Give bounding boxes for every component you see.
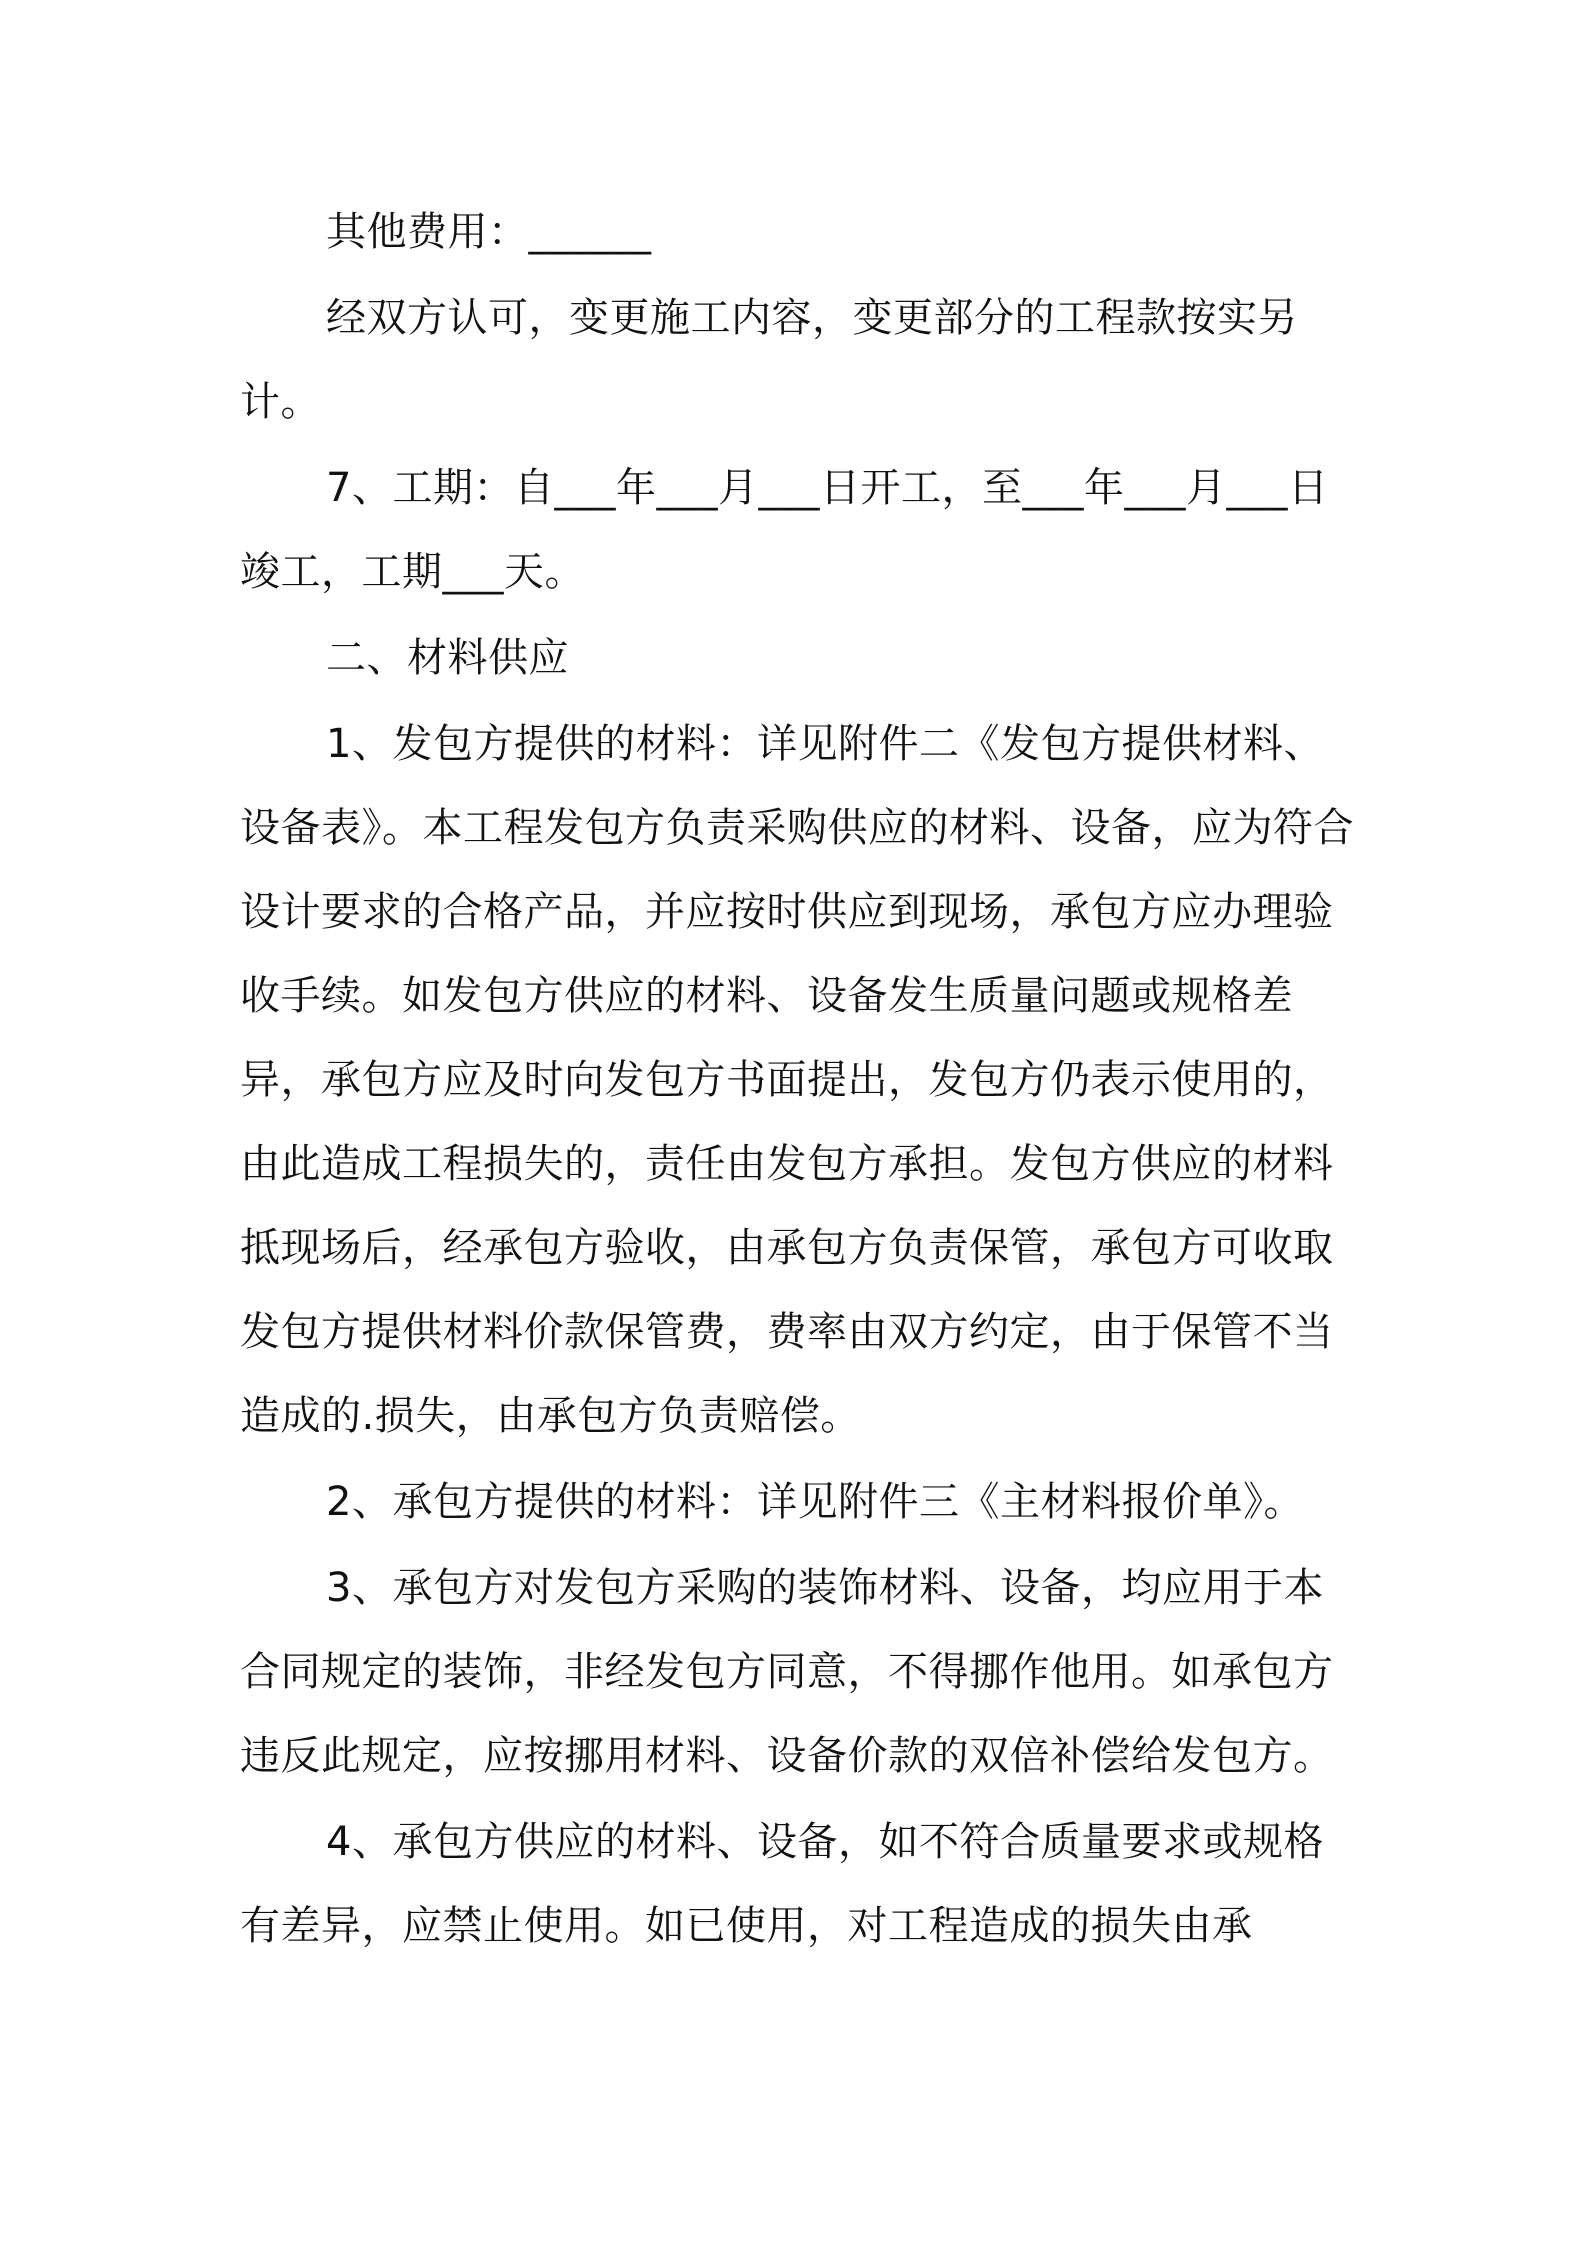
paragraph-construction-period: 7、工期：自___年___月___日开工，至___年___月___日竣工，工期___天。: [240, 465, 1329, 595]
paragraph-contractor-materials: 2、承包方提供的材料：详见附件三《主材料报价单》。: [326, 1479, 1304, 1525]
section-heading-material-supply: 二、材料供应: [326, 635, 569, 681]
paragraph-contractor-material-quality: 4、承包方供应的材料、设备，如不符合质量要求或规格有差异，应禁止使用。如已使用，对工程造成的损失由承: [240, 1819, 1324, 1949]
paragraph-other-fees: 其他费用：______: [326, 209, 652, 255]
paragraph-material-use-restriction: 3、承包方对发包方采购的装饰材料、设备，均应用于本合同规定的装饰，非经发包方同意，不得挪作他用。如承包方违反此规定，应按挪用材料、设备价款的双倍补偿给发包方。: [240, 1565, 1334, 1779]
paragraph-change-construction: 经双方认可，变更施工内容，变更部分的工程款按实另计。: [240, 295, 1298, 425]
document-body: [240, 190, 1360, 1968]
paragraph-employer-materials: 1、发包方提供的材料：详见附件二《发包方提供材料、设备表》。本工程发包方负责采购供应的材料、设备，应为符合设计要求的合格产品，并应按时供应到现场，承包方应办理验收手续。如发包方供应的材料、设备发生质量问题或规格差异，承包方应及时向发包方书面提出，发包方仍表示使用的，由此造成工程损失的，责任由发包方承担。发包方供应的材料抵现场后，经承包方验收，由承包方负责保管，承包方可收取发包方提供材料价款保管费，费率由双方约定，由于保管不当造成的.损失，由承包方负责赔偿。: [240, 721, 1354, 1439]
